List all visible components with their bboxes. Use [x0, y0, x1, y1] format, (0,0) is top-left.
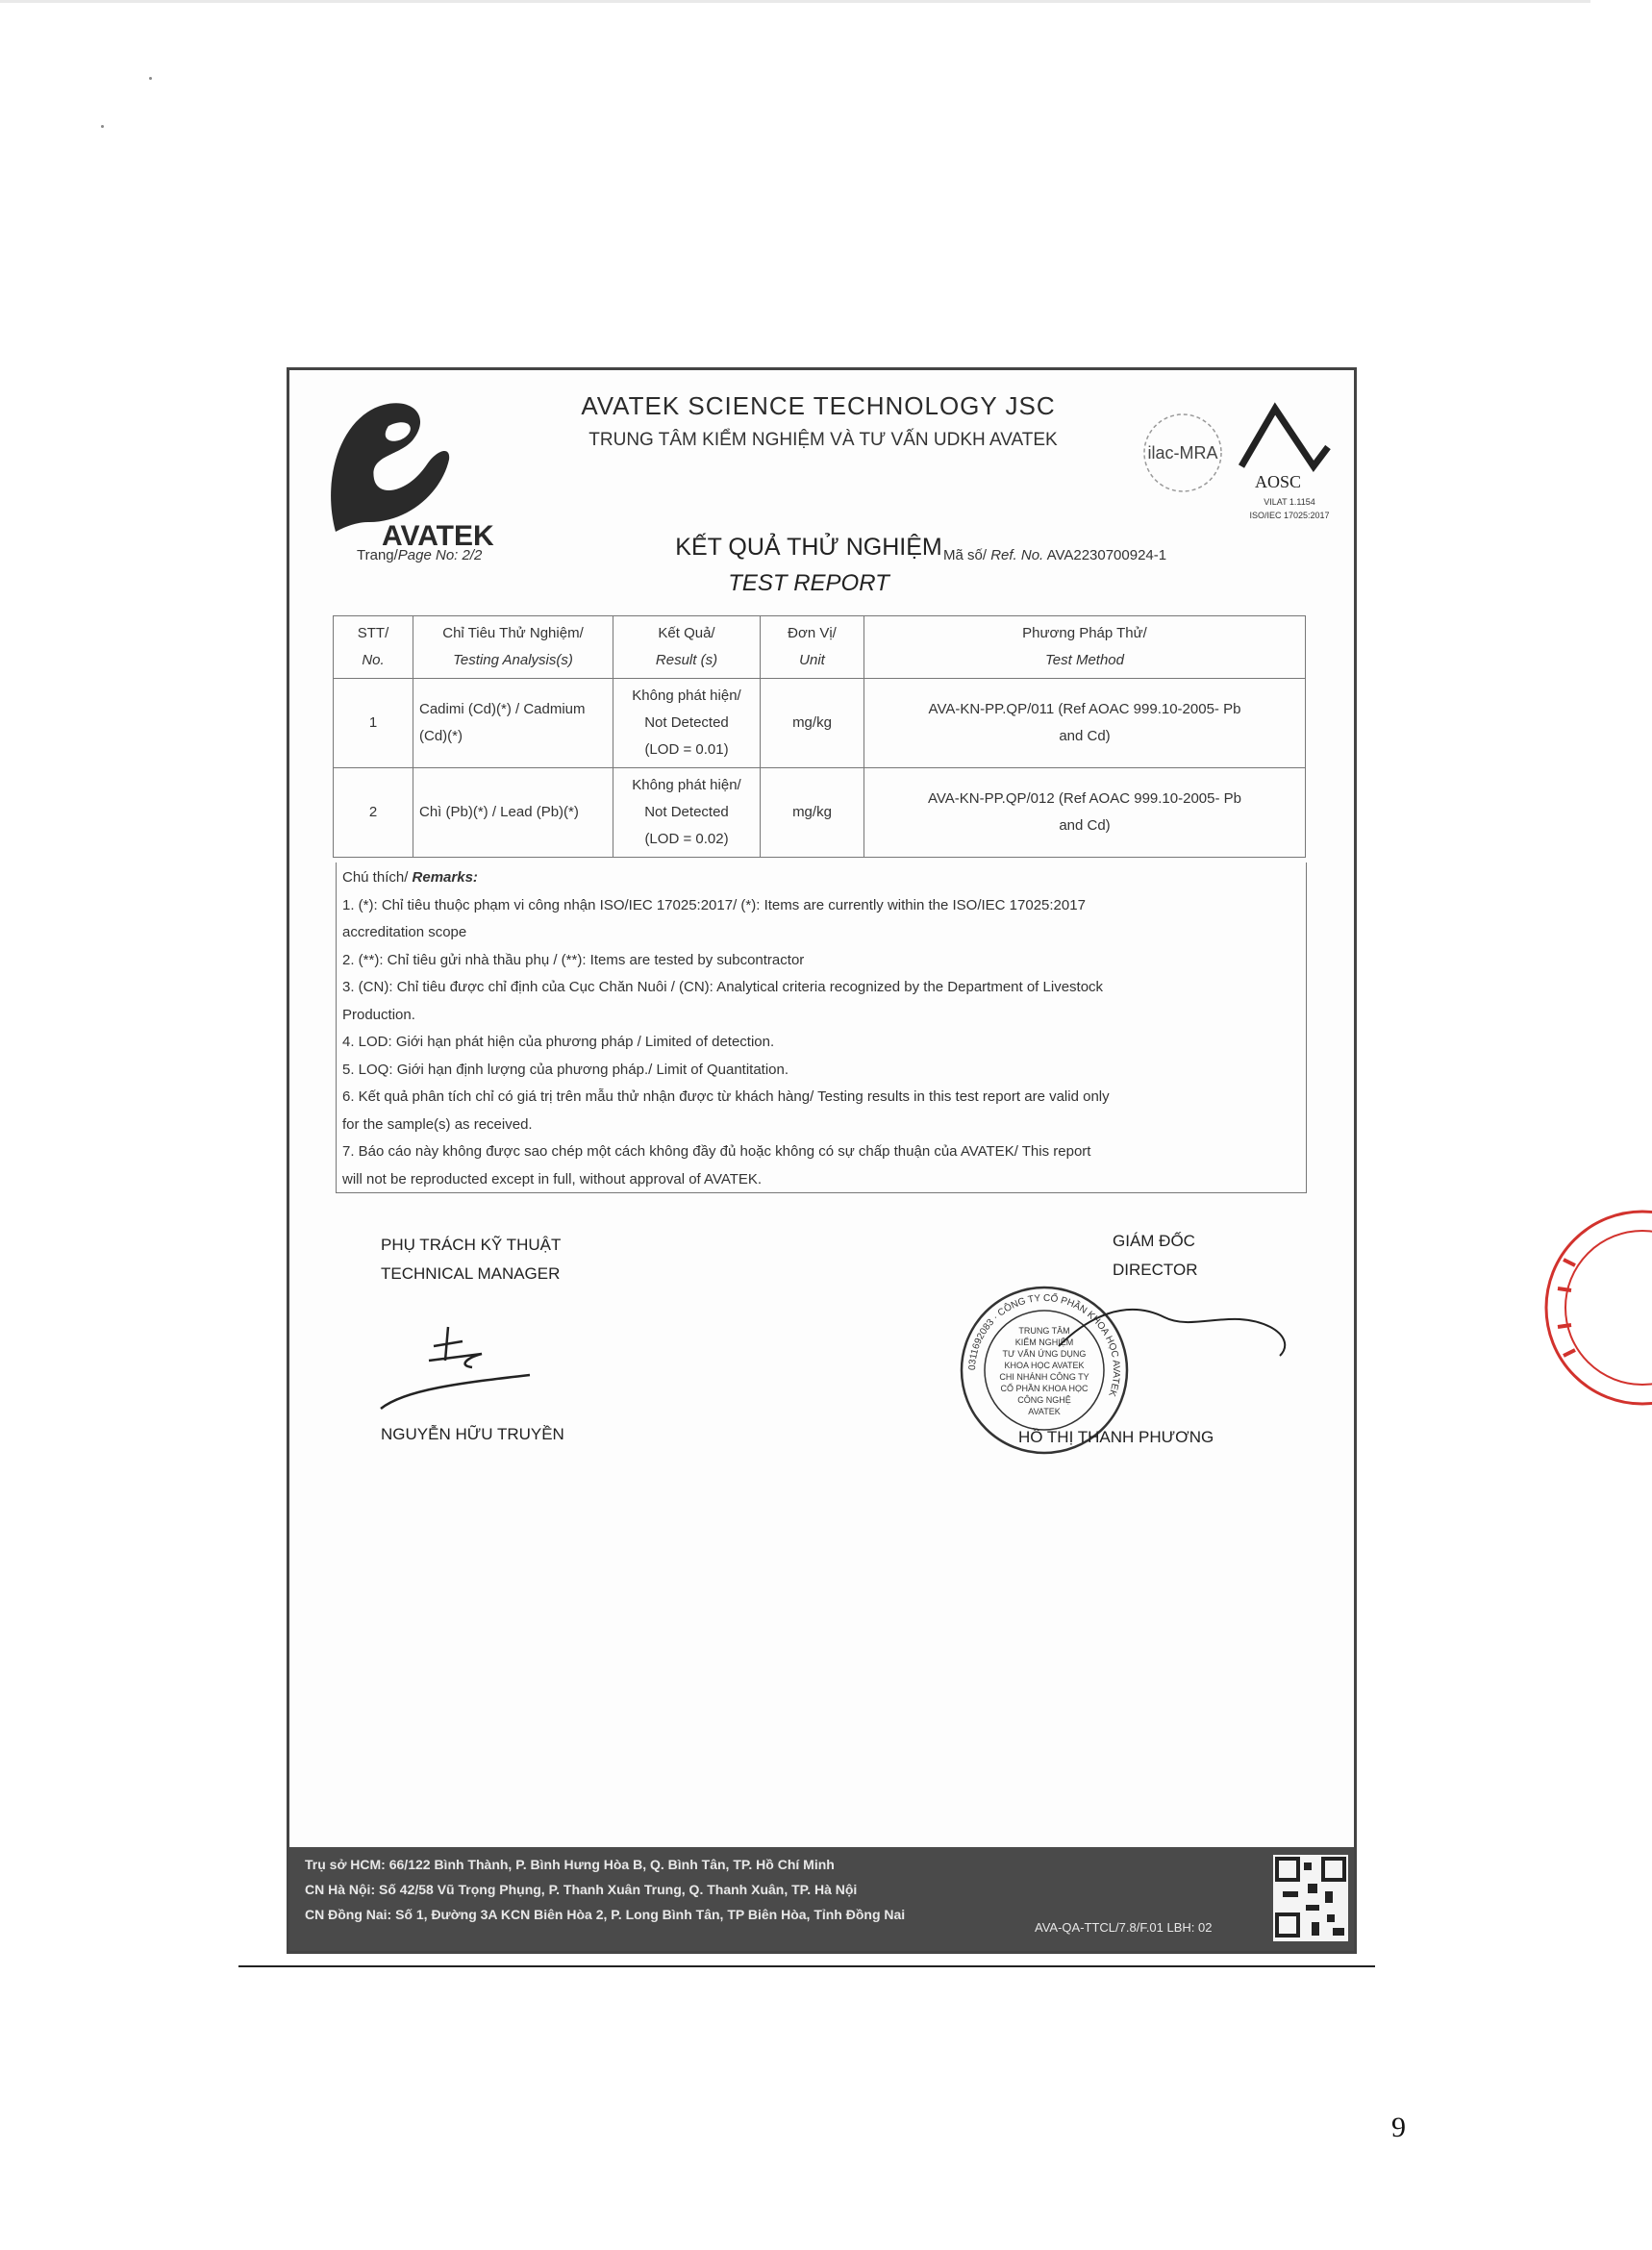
test-report-sheet	[287, 367, 1357, 1954]
form-code: AVA-QA-TTCL/7.8/F.01 LBH: 02	[1035, 1920, 1213, 1935]
aosc-text: AOSC	[1254, 472, 1302, 491]
svg-text:TRUNG TÂM: TRUNG TÂM	[1018, 1326, 1070, 1336]
svg-text:KIỂM NGHIỆM: KIỂM NGHIỆM	[1014, 1338, 1074, 1347]
remark-line: accreditation scope	[342, 924, 467, 940]
aosc-badge	[1232, 399, 1347, 524]
ilac-mra-badge	[1130, 407, 1236, 503]
cell-unit: mg/kg	[761, 768, 864, 858]
ilac-text: ilac-MRA	[1147, 443, 1218, 462]
cell-analysis: Chì (Pb)(*) / Lead (Pb)(*)	[413, 768, 613, 858]
svg-text:CỔ PHẦN KHOA HỌC: CỔ PHẦN KHOA HỌC	[1000, 1384, 1089, 1393]
cell-method: AVA-KN-PP.QP/011 (Ref AOAC 999.10-2005- Pb and Cd)	[864, 679, 1306, 768]
cell-no: 2	[334, 768, 413, 858]
technical-manager-name: NGUYỄN HỮU TRUYỀN	[381, 1425, 564, 1443]
page-number-label: Trang/Page No: 2/2	[357, 547, 483, 563]
remark-line: 6. Kết quả phân tích chỉ có giá trị trên mẫu thử nhận được từ khách hàng/ Testing results in this test report are valid only	[342, 1088, 1110, 1105]
table-header-row	[334, 616, 1306, 679]
header-result: Kết Quả/ Result (s)	[613, 616, 761, 679]
qr-code-icon	[1273, 1855, 1348, 1941]
avatek-logo	[316, 388, 494, 552]
header-analysis: Chỉ Tiêu Thử Nghiệm/ Testing Analysis(s)	[413, 616, 613, 679]
director-name: HỒ THỊ THANH PHƯƠNG	[1018, 1428, 1214, 1446]
scan-speck	[149, 77, 152, 80]
table-row	[334, 679, 1306, 768]
header-no: STT/ No.	[334, 616, 413, 679]
footer-address-hanoi: CN Hà Nội: Số 42/58 Vũ Trọng Phụng, P. Thanh Xuân Trung, Q. Thanh Xuân, TP. Hà Nội	[305, 1882, 858, 1897]
company-name: AVATEK SCIENCE TECHNOLOGY JSC	[581, 391, 1056, 420]
top-edge-line	[0, 0, 1590, 3]
remarks-section	[336, 862, 1307, 1193]
vilat-text: VILAT 1.1154	[1264, 497, 1315, 507]
technical-manager-title-en: TECHNICAL MANAGER	[381, 1264, 561, 1283]
center-name: TRUNG TÂM KIỂM NGHIỆM VÀ TƯ VẤN UDKH AVATEK	[588, 430, 1058, 450]
header-method: Phương Pháp Thử/ Test Method	[864, 616, 1306, 679]
scan-speck	[101, 125, 104, 128]
footer-bar	[289, 1847, 1354, 1951]
cell-method: AVA-KN-PP.QP/012 (Ref AOAC 999.10-2005- Pb and Cd)	[864, 768, 1306, 858]
seal-ring-text: 0311692083 · CÔNG TY CỔ PHẦN KHOA HỌC AVATEK	[966, 1292, 1122, 1398]
page-bottom-rule	[238, 1965, 1375, 1967]
remark-line: 2. (**): Chỉ tiêu gửi nhà thầu phụ / (**): Items are tested by subcontractor	[342, 951, 805, 968]
technical-manager-signature	[376, 1308, 568, 1413]
remark-line: for the sample(s) as received.	[342, 1115, 533, 1133]
svg-text:AVATEK: AVATEK	[1028, 1407, 1061, 1416]
director-signature	[1049, 1288, 1299, 1375]
remarks-title: Chú thích/ Remarks:	[342, 869, 478, 886]
logo-text: AVATEK	[382, 520, 494, 552]
remark-line: will not be reproducted except in full, without approval of AVATEK.	[342, 1170, 763, 1188]
remark-line: 3. (CN): Chỉ tiêu được chỉ định của Cục Chăn Nuôi / (CN): Analytical criteria recognized by the Department of Livestock	[342, 979, 1104, 995]
svg-text:CHI NHÁNH CÔNG TY: CHI NHÁNH CÔNG TY	[999, 1372, 1089, 1382]
table-row	[334, 768, 1306, 858]
remark-line: 1. (*): Chỉ tiêu thuộc phạm vi công nhận ISO/IEC 17025:2017/ (*): Items are currently within the ISO/IEC 17025:2017	[342, 896, 1086, 913]
footer-address-hcm: Trụ sở HCM: 66/122 Bình Thành, P. Bình Hưng Hòa B, Q. Bình Tân, TP. Hồ Chí Minh	[305, 1857, 835, 1872]
cell-result: Không phát hiện/ Not Detected (LOD = 0.01)	[613, 679, 761, 768]
report-title-en: TEST REPORT	[728, 570, 889, 596]
remark-line: 5. LOQ: Giới hạn định lượng của phương pháp./ Limit of Quantitation.	[342, 1061, 789, 1078]
cell-result: Không phát hiện/ Not Detected (LOD = 0.02)	[613, 768, 761, 858]
remark-line: 7. Báo cáo này không được sao chép một cách không đầy đủ hoặc không có sự chấp thuận của AVATEK/ This report	[342, 1143, 1091, 1160]
iso-text: ISO/IEC 17025:2017	[1249, 511, 1330, 520]
reference-number: Mã số/ Ref. No. AVA2230700924-1	[943, 547, 1167, 563]
svg-text:KHOA HỌC AVATEK: KHOA HỌC AVATEK	[1004, 1361, 1085, 1370]
red-stamp-fragment	[1537, 1183, 1652, 1433]
cell-no: 1	[334, 679, 413, 768]
header-unit: Đơn Vị/ Unit	[761, 616, 864, 679]
director-title-vn: GIÁM ĐỐC	[1113, 1232, 1195, 1250]
technical-manager-title-vn: PHỤ TRÁCH KỸ THUẬT	[381, 1236, 562, 1254]
svg-text:TƯ VẤN ỨNG DỤNG: TƯ VẤN ỨNG DỤNG	[1002, 1349, 1087, 1359]
svg-text:CÔNG NGHỆ: CÔNG NGHỆ	[1017, 1395, 1071, 1405]
results-table	[333, 615, 1306, 858]
remark-line: 4. LOD: Giới hạn phát hiện của phương pháp / Limited of detection.	[342, 1034, 775, 1050]
report-title-vn: KẾT QUẢ THỬ NGHIỆM	[675, 534, 942, 561]
page-number: 9	[1391, 2112, 1406, 2143]
director-title-en: DIRECTOR	[1113, 1261, 1198, 1279]
cell-analysis: Cadimi (Cd)(*) / Cadmium (Cd)(*)	[413, 679, 613, 768]
cell-unit: mg/kg	[761, 679, 864, 768]
remark-line: Production.	[342, 1006, 415, 1023]
footer-address-dongnai: CN Đồng Nai: Số 1, Đường 3A KCN Biên Hòa 2, P. Long Bình Tân, TP Biên Hòa, Tỉnh Đồng Nai	[305, 1907, 906, 1922]
